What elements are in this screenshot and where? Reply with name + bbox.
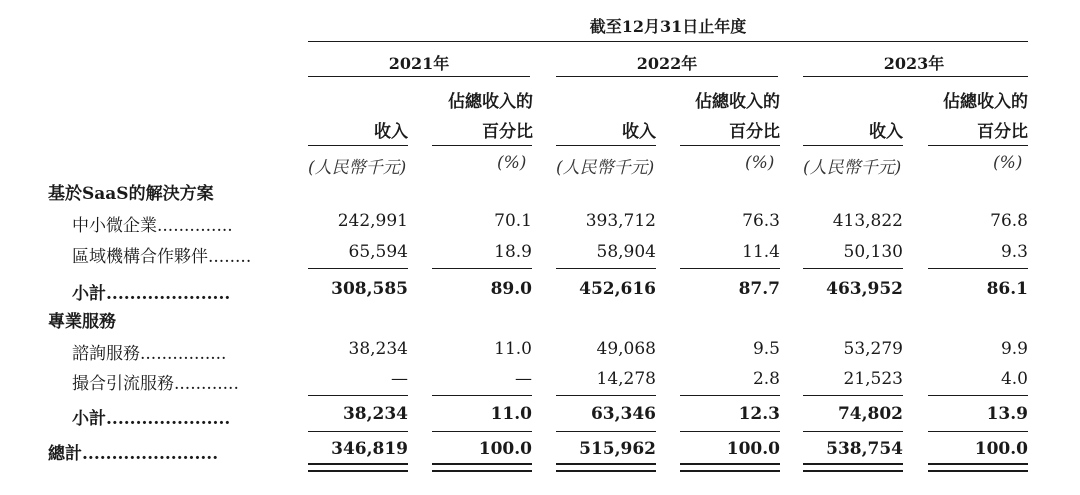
cell-value: 9.5 [752,339,780,359]
cell-value: 393,712 [585,211,656,231]
total-value: 538,754 [826,439,903,459]
subtotal-rule [928,268,1028,269]
col-pct-header-line2: 百分比 [482,122,533,142]
cell-value: 9.3 [1000,242,1028,262]
column-rule [432,145,532,146]
cell-value: 58,904 [596,242,656,262]
col-pct-header-line1: 佔總收入的 [695,92,780,112]
period-header: 截至12月31日止年度 [589,17,747,36]
subtotal-rule [432,268,532,269]
cell-value: 38,234 [348,339,408,359]
subtotal-rule [680,268,780,269]
total-value: 346,819 [331,439,408,459]
total-value: 100.0 [974,439,1028,459]
cell-value: — [515,369,532,389]
row-label: 撮合引流服務............ [72,374,239,394]
subtotal-rule [432,395,532,396]
cell-value: 9.9 [1000,339,1028,359]
unit-rmb: (人民幣千元) [308,158,407,178]
subtotal-value: 63,346 [590,404,656,424]
double-underline [556,463,656,472]
subtotal-value: 38,234 [342,404,408,424]
subtotal-rule [556,395,656,396]
subtotal-rule [308,268,408,269]
subtotal-value: 12.3 [738,404,780,424]
subtotal-rule [680,395,780,396]
subtotal-rule [308,395,408,396]
cell-value: 18.9 [494,242,532,262]
cell-value: 4.0 [1000,369,1028,389]
cell-value: 76.8 [990,211,1028,231]
subtotal-label: 小計..................... [72,284,231,304]
cell-value: 53,279 [843,339,903,359]
col-pct-header-line2: 百分比 [729,122,780,142]
col-revenue-header: 收入 [869,122,903,142]
year-2021: 2021年 [388,54,450,73]
subtotal-value: 87.7 [738,279,780,299]
cell-value: 49,068 [596,339,656,359]
section-title-services: 專業服務 [48,312,116,332]
subtotal-rule [803,268,903,269]
unit-pct: (%) [745,153,775,173]
total-rule [803,431,903,432]
subtotal-label: 小計..................... [72,409,231,429]
column-rule [928,145,1028,146]
cell-value: 70.1 [494,211,532,231]
column-rule [556,145,656,146]
cell-value: — [391,369,408,389]
total-value: 100.0 [478,439,532,459]
double-underline [803,463,903,472]
subtotal-value: 452,616 [579,279,656,299]
unit-rmb: (人民幣千元) [556,158,655,178]
col-revenue-header: 收入 [622,122,656,142]
subtotal-value: 308,585 [331,279,408,299]
column-rule [803,145,903,146]
cell-value: 14,278 [596,369,656,389]
double-underline [928,463,1028,472]
subtotal-value: 89.0 [490,279,532,299]
col-pct-header-line1: 佔總收入的 [943,92,1028,112]
year-rule [803,76,1028,77]
total-rule [308,431,408,432]
subtotal-rule [803,395,903,396]
cell-value: 11.0 [494,339,532,359]
cell-value: 2.8 [752,369,780,389]
unit-pct: (%) [993,153,1023,173]
total-value: 100.0 [726,439,780,459]
year-rule [556,76,778,77]
row-label: 諮詢服務................ [72,344,227,364]
year-2023: 2023年 [883,54,945,73]
total-value: 515,962 [579,439,656,459]
cell-value: 65,594 [348,242,408,262]
subtotal-rule [928,395,1028,396]
col-revenue-header: 收入 [374,122,408,142]
subtotal-rule [556,268,656,269]
row-label: 中小微企業.............. [72,216,233,236]
total-rule [680,431,780,432]
column-rule [308,145,408,146]
cell-value: 413,822 [832,211,903,231]
total-label: 總計....................... [48,444,219,464]
total-rule [556,431,656,432]
section-title-saas: 基於SaaS的解決方案 [48,184,214,204]
year-rule [308,76,530,77]
double-underline [432,463,532,472]
cell-value: 242,991 [337,211,408,231]
total-rule [928,431,1028,432]
col-pct-header-line2: 百分比 [977,122,1028,142]
subtotal-value: 86.1 [986,279,1028,299]
double-underline [308,463,408,472]
subtotal-value: 74,802 [837,404,903,424]
subtotal-value: 11.0 [490,404,532,424]
cell-value: 76.3 [742,211,780,231]
total-rule [432,431,532,432]
col-pct-header-line1: 佔總收入的 [448,92,533,112]
row-label: 區域機構合作夥伴........ [72,247,252,267]
subtotal-value: 463,952 [826,279,903,299]
year-2022: 2022年 [636,54,698,73]
double-underline [680,463,780,472]
unit-rmb: (人民幣千元) [803,158,902,178]
cell-value: 11.4 [742,242,780,262]
header-rule [308,41,1028,42]
cell-value: 21,523 [843,369,903,389]
column-rule [680,145,780,146]
cell-value: 50,130 [843,242,903,262]
subtotal-value: 13.9 [986,404,1028,424]
unit-pct: (%) [497,153,527,173]
